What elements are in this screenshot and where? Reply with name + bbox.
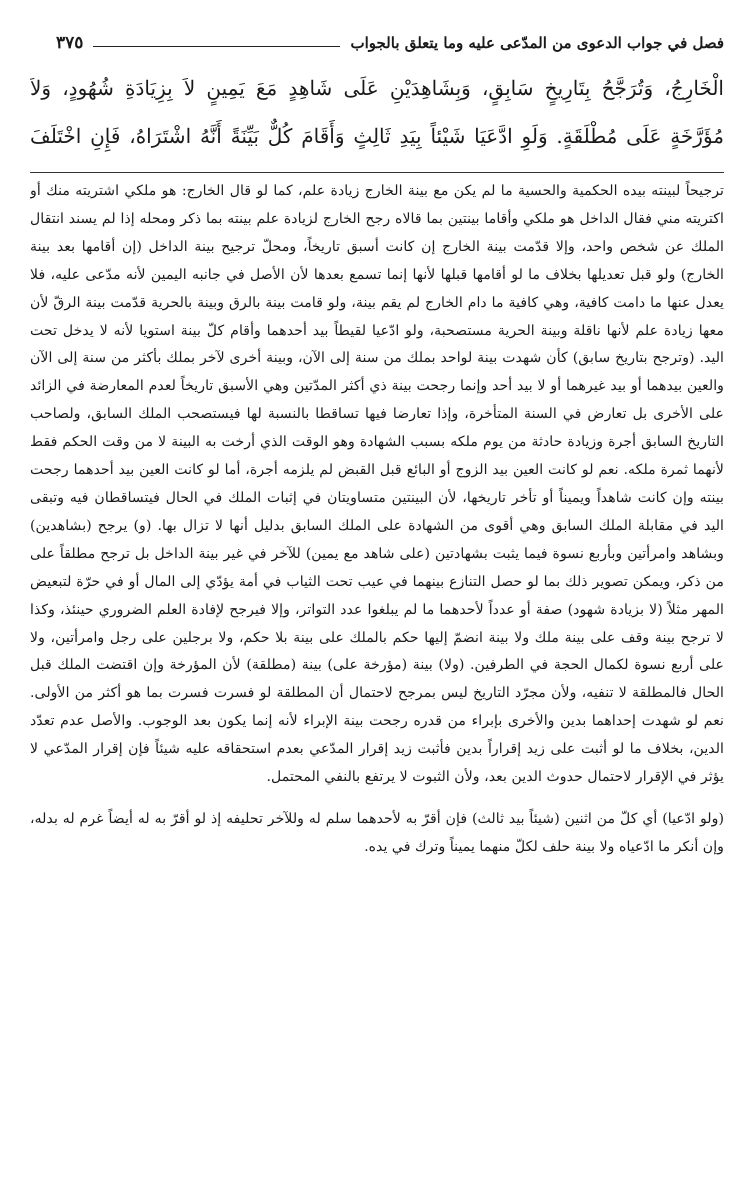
commentary-paragraph: (ولو ادّعيا) أي كلّ من اثنين (شيئاً بيد ثالث) فإن أقرّ به لأحدهما سلم له وللآخر تحليفه إذ لو أقرّ به له أيضاً غرم له بدله، وإن أنكر ما ادّعياه ولا بينة حلف لكلّ منهما يميناً وترك في يده.	[30, 810, 724, 855]
main-text-block	[30, 64, 724, 164]
header-rule	[93, 46, 340, 47]
page-number: ٣٧٥	[56, 33, 84, 53]
commentary-block	[30, 178, 724, 1083]
chapter-title: فصل في جواب الدعوى من المدّعى عليه وما يتعلق بالجواب	[350, 34, 724, 52]
commentary-paragraph: ترجيحاً لبينته بيده الحكمية والحسية ما لم يكن مع بينة الخارج زيادة علم، كما لو قال الخارج: هو ملكي اشتريته منك أو اكتريته مني فقال الداخل هو ملكي وأقاما بينتين بما قالاه رجح الخارج لزيادة علم بينته بما ذكر ومحله إذا لم يسند انتقال الملك عن شخص واحد، وإلا قدّمت بينة الخارج إن كانت أسبق تاريخاً، ومحلّ ترجيح بينة الداخل (إن أقامها بعد بينة الخارج) ولو قبل تعديلها بخلاف ما لو أقامها قبلها لأنها إنما تسمع بعدها لأن الأصل في جانبه اليمين لأنه مدّعى عليه، فلا يعدل عنها ما دامت كافية، وهي كافية ما دام الخارج لم يقم بينة، ولو قامت بينة بالرق وبينة بالحرية قدّمت بينة الرقّ لأن معها زيادة علم لأنها ناقلة وبينة الحرية مستصحبة، ولو ادّعيا لقيطاً بيد أحدهما وأقام كلّ بينة استويا لأنه لا يدخل تحت اليد. (وترجح بتاريخ سابق) كأن شهدت بينة لواحد بملك من سنة إلى الآن، وبينة أخرى لآخر بملك بأكثر من سنة إلى الآن والعين بيدهما أو بيد غيرهما أو لا بيد أحد وإنما رجحت بينة ذي أكثر المدّتين وهي الأسبق تاريخاً لعدم المعارضة في الزائد على الأخرى بل تعارض في السنة المتأخرة، وإذا تعارضا فيها تساقطا بالنسبة لها فيستصحب الملك السابق، ولصاحب التاريخ السابق أجرة وزيادة حادثة من يوم ملكه بسبب الشهادة وهو الوقت الذي أرخت به البينة لا من وقت الحكم فقط لأنهما ثمرة ملكه. نعم لو كانت العين بيد الزوج أو البائع قبل القبض لم يلزمه أجرة، أما لو كانت العين بيد أحدهما رجحت بينته وإن كانت شاهداً ويميناً أو تأخر تاريخها، لأن البينتين متساويتان في إثبات الملك في الحال فيتساقطان فيه وتبقى اليد في مقابلة الملك السابق وهي أقوى من الشهادة على الملك السابق بدليل أنها لا تزال بها. (و) يرجح (بشاهدين) وبشاهد وامرأتين وبأربع نسوة فيما يثبت بشهادتين (على شاهد مع يمين) للآخر في غير بينة الداخل بل ترجح مطلقاً على من ذكر، ويمكن تصوير ذلك بما لو حصل التنازع بينهما في عيب تحت الثياب في أمة يؤدّي إلى المال أو في حرّة لتبعيض المهر مثلاً (لا بزيادة شهود) صفة أو عدداً لأحدهما ما لم يبلغوا عدد التواتر، وإلا فيرجح لإفادة العلم الضروري حينئذ، وكذا لا ترجح بينة وقف على بينة ملك ولا بينة انضمّ إليها حكم بالملك على بينة بلا حكم، ولا برجلين على رجل وامرأتين، ولا على أربع نسوة لكمال الحجة في الطرفين. (ولا) بينة (مؤرخة على) بينة (مطلقة) لأن المؤرخة وإن اقتضت الملك قبل الحال فالمطلقة لا تنفيه، ولأن مجرّد التاريخ ليس بمرجح لاحتمال أن المطلقة لو فسرت فسرت بما هو أكثر من الأولى. نعم لو شهدت إحداهما بدين والأخرى بإبراء من قدره رجحت بينة الإبراء لأنه إنما يكون بعد الوجوب. والأصل عدم تعدّد الدين، بخلاف ما لو أثبت على زيد إقراراً بدين فأثبت زيد إقرار المدّعي بعدم استحقاقه عليه شيئاً فإن إقرار المدّعي لا يؤثر في الإقرار لاحتمال حدوث الدين بعد، ولأن الثبوت لا يرتفع بالنفي المحتمل.	[30, 183, 724, 786]
running-header	[56, 28, 724, 58]
main-text: الْخَارِجُ، وَتُرَجَّحُ بِتَارِيخٍ سَابِقٍ، وَبِشَاهِدَيْنِ عَلَى شَاهِدٍ مَعَ يَمِينٍ لاَ بِزِيَادَةِ شُهُودٍ، وَلاَ مُؤَرَّخَةٍ عَلَى مُطْلَقَةٍ. وَلَوِ ادَّعَيَا شَيْئاً بِيَدِ ثَالِثٍ وَأَقَامَ كُلٌّ بَيِّنَةً أَنَّهُ اشْتَرَاهُ، فَإِنِ اخْتَلَفَ	[30, 76, 724, 148]
footnote-separator	[30, 172, 724, 173]
